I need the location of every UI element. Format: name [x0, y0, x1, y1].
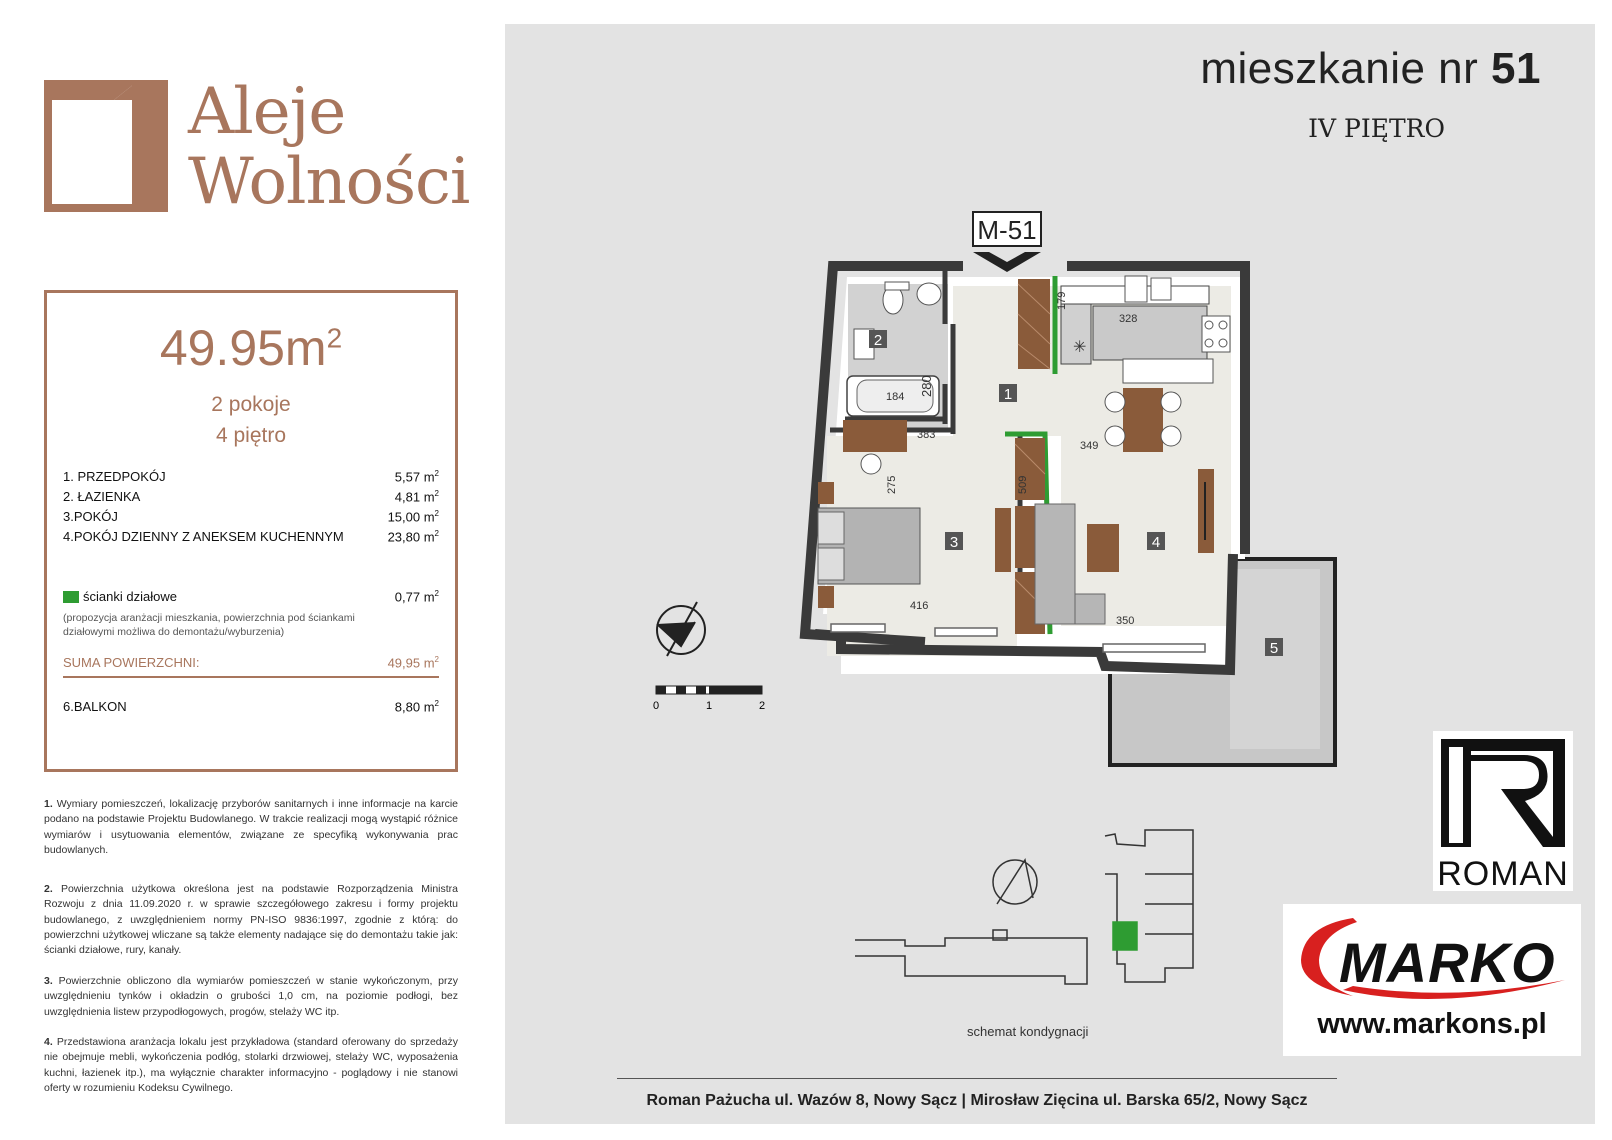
marko-logo-text: MARKO	[1339, 931, 1556, 994]
roman-logo	[1433, 731, 1573, 891]
svg-text:5: 5	[1269, 640, 1279, 657]
north-arrow-icon	[657, 602, 705, 656]
floor-plan-panel	[505, 24, 1595, 1124]
svg-text:2: 2	[758, 700, 766, 712]
roman-logo-text: ROMAN	[1437, 855, 1569, 893]
unit-label-tag	[973, 212, 1041, 272]
partition-row: ścianki działowe 0,77 $m^2$	[83, 589, 439, 605]
svg-text:275: 275	[886, 475, 898, 494]
svg-text:3: 3	[949, 534, 959, 551]
svg-text:350: 350	[1116, 615, 1135, 627]
svg-text:4: 4	[1151, 534, 1161, 551]
floor-label: IV PIĘTRO	[1308, 114, 1445, 143]
total-area-row: SUMA POWIERZCHNI: 49,95 $m^2$	[63, 655, 439, 671]
svg-text:383: 383	[917, 429, 936, 441]
svg-text:509: 509	[1017, 475, 1029, 494]
svg-text:416: 416	[910, 600, 929, 612]
svg-text:328: 328	[1119, 313, 1138, 325]
balcony-row: 6.BALKON 8,80 $m^2$	[63, 699, 439, 715]
marko-website[interactable]: www.markons.pl	[1317, 1008, 1547, 1040]
total-area-headline: $49.95m^2$	[159, 320, 343, 376]
marko-logo	[1283, 904, 1581, 1056]
floor-count: 4 piętro	[215, 424, 287, 447]
svg-text:349: 349	[1080, 440, 1099, 452]
brand-line2: Wolności	[188, 145, 470, 219]
footnote: 3. Powierzchnie obliczono dla wymiarów pomieszczeń w stanie wykończonym, przy uwzględnieniu tynków i okładzin o grubości 1,0 cm, na poziomie podłogi, bez uwzględnienia listew przypodłogowych, progów, stelaży WC itp.	[44, 975, 458, 1018]
room-row: 4.POKÓJ DZIENNY Z ANEKSEM KUCHENNYM 23,80 $m^2$	[63, 529, 439, 545]
svg-text:280: 280	[919, 375, 934, 397]
room-row: 3.POKÓJ 15,00 $m^2$	[63, 509, 439, 525]
footnote: 2. Powierzchnia użytkowa określona jest na podstawie Rozporządzenia Ministra Rozwoju z dnia 11.09.2020 r. w sprawie szczegółowego zakresu i formy projektu budowlanego, z uwzględnieniem normy PN-ISO 9836:1997, zgodnie z którą: do powierzchni użytkowej wliczane są także elementy nadające się do demontażu takie jak: ścianki działowe, rury, kanały.	[44, 883, 458, 957]
footnote: 4. Przedstawiona aranżacja lokalu jest przykładowa (standard oferowany do sprzedaży nie obejmuje mebli, wykończenia podłóg, stolarki drzwiowej, stelaży WC, wyposażenia kuchni, łazienek itp.), ma wyłącznie charakter informacyjno - poglądowy i nie stanowi oferty w rozumieniu Kodeksu Cywilnego.	[44, 1036, 458, 1094]
total-divider	[63, 676, 439, 678]
partition-note: (propozycja aranżacji mieszkania, powierzchnia pod ściankami działowymi możliwa do demontażu/wyburzenia)	[63, 612, 355, 638]
room-row: 1. PRZEDPOKÓJ 5,57 $m^2$	[63, 469, 439, 485]
brand-logo	[44, 75, 470, 219]
area-summary-box	[44, 290, 458, 772]
rooms-count: 2 pokoje	[211, 393, 291, 416]
apartment-title: mieszkanie nr 51	[1200, 44, 1541, 93]
svg-text:0: 0	[652, 700, 660, 712]
svg-text:184: 184	[886, 391, 905, 403]
footer-divider	[617, 1078, 1337, 1079]
schema-caption: schemat kondygnacji	[967, 1024, 1089, 1039]
scale-bar	[653, 686, 765, 712]
footnote: 1. Wymiary pomieszczeń, lokalizację przyborów sanitarnych i inne informacje na karcie podano na podstawie Projektu Budowlanego. W trakcie realizacji mogą wystąpić różnice wymiarów i usytuowania elementów, związane ze specyfiką wykonywania prac budowlanych.	[44, 798, 459, 856]
svg-text:1: 1	[1003, 386, 1013, 403]
svg-text:2: 2	[873, 332, 883, 349]
svg-text:1: 1	[705, 700, 713, 712]
svg-text:179: 179	[1056, 291, 1068, 310]
logo-mark-icon	[44, 78, 174, 214]
roman-logo-mark-icon	[1435, 733, 1571, 853]
footer-address: Roman Pażucha ul. Wazów 8, Nowy Sącz | Mirosław Zięcina ul. Barska 65/2, Nowy Sącz	[646, 1092, 1308, 1109]
extractor-icon: ✳	[1073, 339, 1087, 356]
svg-text:M-51: M-51	[977, 215, 1037, 245]
room-row: 2. ŁAZIENKA 4,81 $m^2$	[63, 489, 439, 505]
building-schematic	[855, 830, 1193, 984]
brand-line1: Aleje	[188, 75, 346, 149]
